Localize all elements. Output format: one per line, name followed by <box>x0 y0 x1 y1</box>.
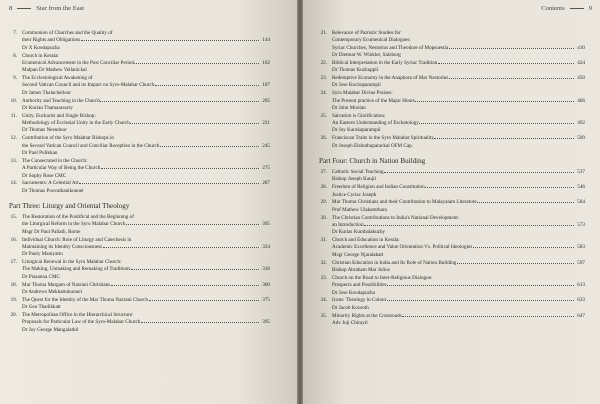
entry-number: 20. <box>10 312 17 319</box>
entry-title-text: The Present practice of the Major Hours <box>332 97 415 104</box>
dot-leader <box>402 316 573 317</box>
dot-leader <box>149 300 259 301</box>
entry-title-text: Catholic Social Teaching <box>332 169 384 175</box>
entry-page-number: 375 <box>262 296 270 303</box>
entry-page-number: 144 <box>262 37 270 44</box>
entry-body <box>332 237 585 259</box>
entry-body <box>332 169 585 184</box>
entry-title-text: Church and Education in Kerala: <box>332 237 400 244</box>
toc-entry <box>7 53 270 75</box>
entry-title-line <box>332 260 585 267</box>
entry-page-number: 564 <box>577 199 585 206</box>
toc-entry <box>7 237 270 259</box>
entry-number: 16. <box>10 236 17 243</box>
entry-author: Dr Thomas Neendoor <box>22 127 67 134</box>
toc-entry <box>317 275 585 297</box>
entry-title-text: The Ecclesiological Awakening of <box>22 75 93 82</box>
entry-page-number: 336 <box>262 266 270 273</box>
entry-number: 7. <box>13 30 17 36</box>
dot-leader <box>457 263 574 264</box>
left-page <box>0 0 297 404</box>
entry-number: 18. <box>10 281 17 288</box>
entry-page-number: 597 <box>577 259 585 266</box>
entry-body <box>332 215 585 237</box>
toc-entry <box>7 98 270 113</box>
entry-body <box>22 259 270 281</box>
toc-entry <box>317 313 585 328</box>
dot-leader <box>126 224 259 225</box>
dot-leader <box>473 247 574 248</box>
entry-body <box>332 75 585 90</box>
left-entries-list-2 <box>7 214 270 334</box>
toc-entry <box>317 297 585 312</box>
entry-title-line <box>332 244 585 251</box>
entry-title-text: Unity, Eucharist and Single Bishop: <box>22 112 96 119</box>
dot-leader <box>130 123 258 124</box>
entry-number: 9. <box>13 75 17 82</box>
entry-title-line <box>332 60 585 67</box>
entry-page-number: 360 <box>262 281 270 288</box>
entry-title-text: Minority Rights at the Crossroads <box>332 312 402 319</box>
entry-author: Bishop Abraham Mar Julios <box>332 266 390 273</box>
entry-title-text: An Eastern Understanding of Eschatology <box>332 120 419 127</box>
entry-body <box>22 53 270 75</box>
entry-author: Msgr Dr Paul Pallath, Rome <box>22 228 81 235</box>
entry-number: 22. <box>320 59 327 66</box>
dot-leader <box>103 247 259 248</box>
entry-author: Dr Kurian Thamarassery <box>22 104 74 111</box>
entry-title-text: Prospects and Possibilities <box>332 282 387 289</box>
part-four-heading: Part Four: Church in Nation Building <box>319 157 426 165</box>
entry-page-number: 324 <box>262 243 270 250</box>
entry-title-line <box>332 199 585 206</box>
entry-title-text: Christian Education in India and Its Role of Nation Building <box>332 259 457 266</box>
entry-title-text: Contemporary Ecumenical Dialogues: <box>332 37 411 44</box>
right-page-number: 9 <box>588 5 592 12</box>
entry-title-line <box>332 222 585 229</box>
dot-leader <box>134 63 258 64</box>
entry-author: Dr James Thalachelloor <box>22 89 72 96</box>
entry-title-line <box>332 184 585 191</box>
entry-title-text: The Quest for the Identity of the Mar Thoma Nazrani Church <box>22 296 149 303</box>
dot-leader <box>100 101 258 102</box>
entry-author: Dr Geo Thadikkatt <box>22 304 61 311</box>
entry-title-text: The Making, Unmaking and Remaking of Traditions <box>22 266 131 273</box>
entry-title-line <box>332 282 585 289</box>
dot-leader <box>111 285 259 286</box>
dot-leader <box>419 123 573 124</box>
entry-title-text: Liturgical Renewal in the Syro Malabar Church: <box>22 259 122 266</box>
entry-title-text: The Restoration of the Pontifical and the Beginning of <box>22 214 134 221</box>
entry-number: 14. <box>10 180 17 187</box>
entry-body <box>22 214 270 236</box>
dot-leader <box>364 225 573 226</box>
toc-entry <box>317 169 585 184</box>
entry-body <box>22 180 270 195</box>
entry-page-number: 492 <box>577 120 585 127</box>
toc-entry <box>7 259 270 281</box>
toc-entry <box>317 184 585 199</box>
toc-entry <box>7 180 270 195</box>
entry-page-number: 466 <box>577 97 585 104</box>
entry-title-line <box>22 282 270 289</box>
entry-body <box>332 275 585 297</box>
entry-body <box>22 312 270 334</box>
entry-title-text: Biblical Interpretation in the Early Syriac Tradition <box>332 59 438 66</box>
entry-title-line <box>332 135 585 142</box>
entry-title-line <box>22 266 270 273</box>
entry-title-text: Proposals for Particular Law of the Syro-Malabar Church <box>22 319 141 326</box>
entry-title-line <box>22 221 270 228</box>
dot-leader <box>131 269 259 270</box>
entry-page-number: 395 <box>262 319 270 326</box>
dot-leader <box>160 146 259 147</box>
entry-title-text: The Metropolitan Office in the Hierarchical Structure: <box>22 312 134 319</box>
entry-body <box>332 297 585 312</box>
entry-author: Dr Prasanna CMC <box>22 273 60 280</box>
entry-title-line <box>22 244 270 251</box>
dot-leader <box>449 78 574 79</box>
entry-title-line <box>22 120 270 127</box>
entry-author: Dr Joy Karukaparampil <box>332 127 381 134</box>
entry-title-line <box>332 297 585 304</box>
dot-leader <box>101 168 259 169</box>
toc-entry <box>7 312 270 334</box>
entry-title-text: Syro Malabar Divine Praises: <box>332 90 393 97</box>
entry-page-number: 305 <box>262 221 270 228</box>
entry-title-text: Salvation is Glorification: <box>332 112 386 119</box>
toc-entry <box>317 30 585 59</box>
right-entries-list-2 <box>317 169 585 327</box>
entry-body <box>332 113 585 135</box>
entry-title-text: Sacraments: A Celestial Art <box>22 180 79 187</box>
entry-author: Dr Pauly Maniyattu <box>22 251 63 258</box>
entry-title-text: the Liturgical Reform in the Syro Malabar Church <box>22 221 126 228</box>
entry-title-line <box>22 37 270 44</box>
entry-title-text: Freedom of Religion and Indian Constitution <box>332 184 425 191</box>
entry-page-number: 573 <box>577 221 585 228</box>
toc-entry <box>317 237 585 259</box>
dot-leader <box>438 63 574 64</box>
entry-title-text: an Introduction <box>332 221 364 228</box>
left-running-title: Star from the East <box>36 5 85 12</box>
entry-title-line <box>332 45 585 52</box>
entry-number: 30. <box>320 214 327 221</box>
toc-entry <box>317 260 585 275</box>
entry-number: 34. <box>320 297 327 304</box>
entry-title-text: Authority and Teaching in the Church <box>22 97 100 104</box>
entry-body <box>22 75 270 97</box>
dot-leader <box>79 183 258 184</box>
entry-title-text: A Particular Way of Being the Church <box>22 165 101 172</box>
entry-author: Dr Dietmar W. Winkler, Salzburg <box>332 52 401 59</box>
entry-page-number: 275 <box>262 165 270 172</box>
entry-title-line <box>22 82 270 89</box>
toc-entry <box>317 215 585 237</box>
entry-title-text: Church in Kerala: <box>22 52 59 59</box>
entry-number: 25. <box>320 112 327 119</box>
entry-author: Dr Joseph Elshuthuparackal OFM Cap. <box>332 142 413 149</box>
toc-entry <box>317 199 585 214</box>
entry-author: Dr Jose Kochuparampil <box>332 82 381 89</box>
entry-author: Dr Sophy Rose CMC <box>22 172 67 179</box>
dot-leader <box>425 187 573 188</box>
entry-author: Prof Mathew Ulakamthara <box>332 206 387 213</box>
entry-author: Dr Andrews Mekkattukunnel <box>22 289 82 295</box>
entry-title-line <box>22 165 270 172</box>
entry-title-text: Mar Thoma Christians and their Contribution to Malayalam Literature <box>332 199 477 206</box>
right-toc-column <box>317 30 585 328</box>
dot-leader <box>81 40 259 41</box>
entry-page-number: 424 <box>577 59 585 66</box>
entry-author: Dr Joy George Mangalathil <box>22 326 79 333</box>
entry-title-text: Academic Excellence and Value Orientation Vs. Political Ideologies <box>332 244 473 251</box>
dot-leader <box>434 138 573 139</box>
entry-number: 29. <box>320 199 327 206</box>
entry-title-line <box>332 169 585 176</box>
entry-author: Dr Thomas Poovathanikunnel <box>22 187 84 194</box>
entry-body <box>22 113 270 135</box>
entry-author: Dr John Moolan <box>332 104 366 111</box>
right-page <box>303 0 600 404</box>
entry-page-number: 509 <box>577 135 585 142</box>
toc-entry <box>7 113 270 135</box>
entry-title-text: The Christian Contributions to India's National Development: <box>332 214 460 221</box>
entry-title-line <box>22 98 270 105</box>
entry-page-number: 537 <box>577 169 585 175</box>
dot-leader <box>477 202 573 203</box>
right-running-title: Contents <box>541 5 565 12</box>
entry-title-text: Mar Thoma Margam of Nazrani Christians <box>22 281 111 288</box>
entry-body <box>22 158 270 180</box>
entry-author: Dr Thomas Kuzhuppil <box>332 67 379 74</box>
entry-title-text: Ecumenical Advancement in the Post Conciliar Period <box>22 59 134 66</box>
entry-body <box>332 30 585 59</box>
entry-title-line <box>332 98 585 105</box>
entry-title-text: Individual Church: Role of Liturgy and Catechesis in <box>22 236 132 243</box>
entry-title-text: Franciscan Traits in the Syro Malabar Spirituality <box>332 135 434 142</box>
left-entries-list <box>7 30 270 195</box>
entry-number: 32. <box>320 259 327 266</box>
dot-leader <box>387 285 573 286</box>
entry-title-text: Syriac Churches, Nestorius and Theodore of Mopsuestia <box>332 44 449 51</box>
dot-leader <box>387 300 574 301</box>
entry-page-number: 546 <box>577 184 585 191</box>
entry-number: 31. <box>320 237 327 244</box>
toc-entry <box>317 75 585 90</box>
entry-page-number: 613 <box>577 282 585 289</box>
toc-entry <box>7 214 270 236</box>
toc-entry <box>317 113 585 135</box>
entry-body <box>22 30 270 52</box>
entry-number: 28. <box>320 184 327 191</box>
toc-entry <box>7 135 270 157</box>
entry-number: 19. <box>10 296 17 303</box>
entry-number: 27. <box>320 169 327 175</box>
toc-entry <box>7 297 270 312</box>
entry-title-line <box>22 297 270 304</box>
entry-number: 17. <box>10 259 17 266</box>
toc-entry <box>317 60 585 75</box>
right-entries-list <box>317 30 585 150</box>
entry-title-text: Contribution of the Syro Malabar Bishops in <box>22 135 114 142</box>
left-running-head <box>9 5 84 12</box>
entry-body <box>332 260 585 275</box>
entry-title-line <box>22 180 270 187</box>
entry-number: 15. <box>10 214 17 221</box>
toc-entry <box>7 75 270 97</box>
entry-number: 12. <box>10 135 17 142</box>
entry-number: 24. <box>320 90 327 97</box>
entry-number: 26. <box>320 135 327 142</box>
dot-leader <box>155 85 259 86</box>
entry-number: 35. <box>320 312 327 319</box>
entry-body <box>332 184 585 199</box>
entry-title-text: Methodology of Ecclesial Unity in the Early Church <box>22 120 130 127</box>
entry-author: Malpan Dr Mathew Vellanickal <box>22 67 87 74</box>
entry-author: Dr Paul Pulikkan <box>22 150 58 156</box>
entry-page-number: 245 <box>262 142 270 149</box>
entry-author: Msgr George Njaralakatt <box>332 251 384 258</box>
entry-title-text: the Second Vatican Council and Conciliar Reception in the Church <box>22 142 160 149</box>
part-three-heading: Part Three: Liturgy and Oriental Theology <box>9 202 130 211</box>
entry-number: 11. <box>10 112 17 119</box>
entry-author: Dr Jose Koodapuzha <box>332 289 375 296</box>
entry-title-line <box>22 60 270 67</box>
entry-title-text: Church on the Road to Inter-Religious Dialogue: <box>332 274 433 281</box>
entry-body <box>22 98 270 113</box>
entry-title-text: Maintaining its Identity Consciousness <box>22 243 103 250</box>
toc-entry <box>7 158 270 180</box>
entry-body <box>332 90 585 112</box>
toc-entry <box>7 30 270 52</box>
entry-number: 13. <box>10 157 17 164</box>
left-page-number: 8 <box>9 5 13 12</box>
entry-number: 23. <box>320 75 327 82</box>
entry-title-line <box>332 75 585 82</box>
entry-number: 21. <box>320 30 327 36</box>
dot-leader <box>384 172 573 173</box>
dot-leader <box>415 101 573 102</box>
entry-body <box>22 135 270 157</box>
entry-number: 10. <box>10 97 17 104</box>
entry-title-text: Relevance of Patristic Studies for <box>332 30 401 36</box>
entry-body <box>332 60 585 75</box>
toc-entry <box>7 282 270 297</box>
entry-author: Justice Cyriac Joseph <box>332 191 377 198</box>
entry-body <box>332 135 585 150</box>
running-head-rule <box>570 8 584 9</box>
entry-title-text: Icons: Theology in Colour <box>332 297 387 304</box>
entry-title-line <box>332 313 585 320</box>
right-running-head <box>541 5 592 12</box>
running-head-rule <box>17 8 31 9</box>
entry-author: Dr Jacob Kooroth <box>332 304 369 311</box>
entry-author: Dr Kurias Kumbalakuzhy <box>332 229 386 236</box>
entry-page-number: 205 <box>262 97 270 104</box>
entry-page-number: 287 <box>262 180 270 187</box>
entry-page-number: 583 <box>577 244 585 251</box>
toc-entry <box>317 135 585 150</box>
entry-number: 8. <box>13 52 17 59</box>
entry-body <box>22 297 270 312</box>
entry-author: Dr X Koodapuzha <box>22 44 60 51</box>
entry-title-text: The Consecrated in the Church: <box>22 157 88 164</box>
entry-author: Bishop Joseph Kanjil <box>332 176 376 183</box>
entry-body <box>332 313 585 328</box>
entry-page-number: 187 <box>262 82 270 89</box>
entry-title-line <box>22 143 270 150</box>
toc-entry <box>317 90 585 112</box>
entry-title-text: Second Vatican Council and its Impact on Syro-Malabar Church <box>22 82 155 89</box>
entry-title-line <box>22 319 270 326</box>
left-toc-column <box>7 30 270 335</box>
entry-title-text: Redemptive Economy in the Anaphora of Mar Nestorius <box>332 75 449 82</box>
entry-title-line <box>332 120 585 127</box>
entry-page-number: 162 <box>262 59 270 66</box>
entry-body <box>332 199 585 214</box>
entry-body <box>22 282 270 297</box>
dot-leader <box>141 322 259 323</box>
entry-page-number: 633 <box>577 297 585 304</box>
entry-number: 33. <box>320 274 327 281</box>
dot-leader <box>449 48 574 49</box>
entry-author: Adv Joji Chirayil <box>332 319 368 326</box>
entry-page-number: 450 <box>577 75 585 82</box>
entry-page-number: 410 <box>577 44 585 51</box>
entry-body <box>22 237 270 259</box>
entry-title-text: Communion of Churches and the Quality of <box>22 30 113 36</box>
entry-page-number: 647 <box>577 312 585 319</box>
entry-title-text: their Rights and Obligations <box>22 37 81 44</box>
entry-page-number: 221 <box>262 120 270 127</box>
